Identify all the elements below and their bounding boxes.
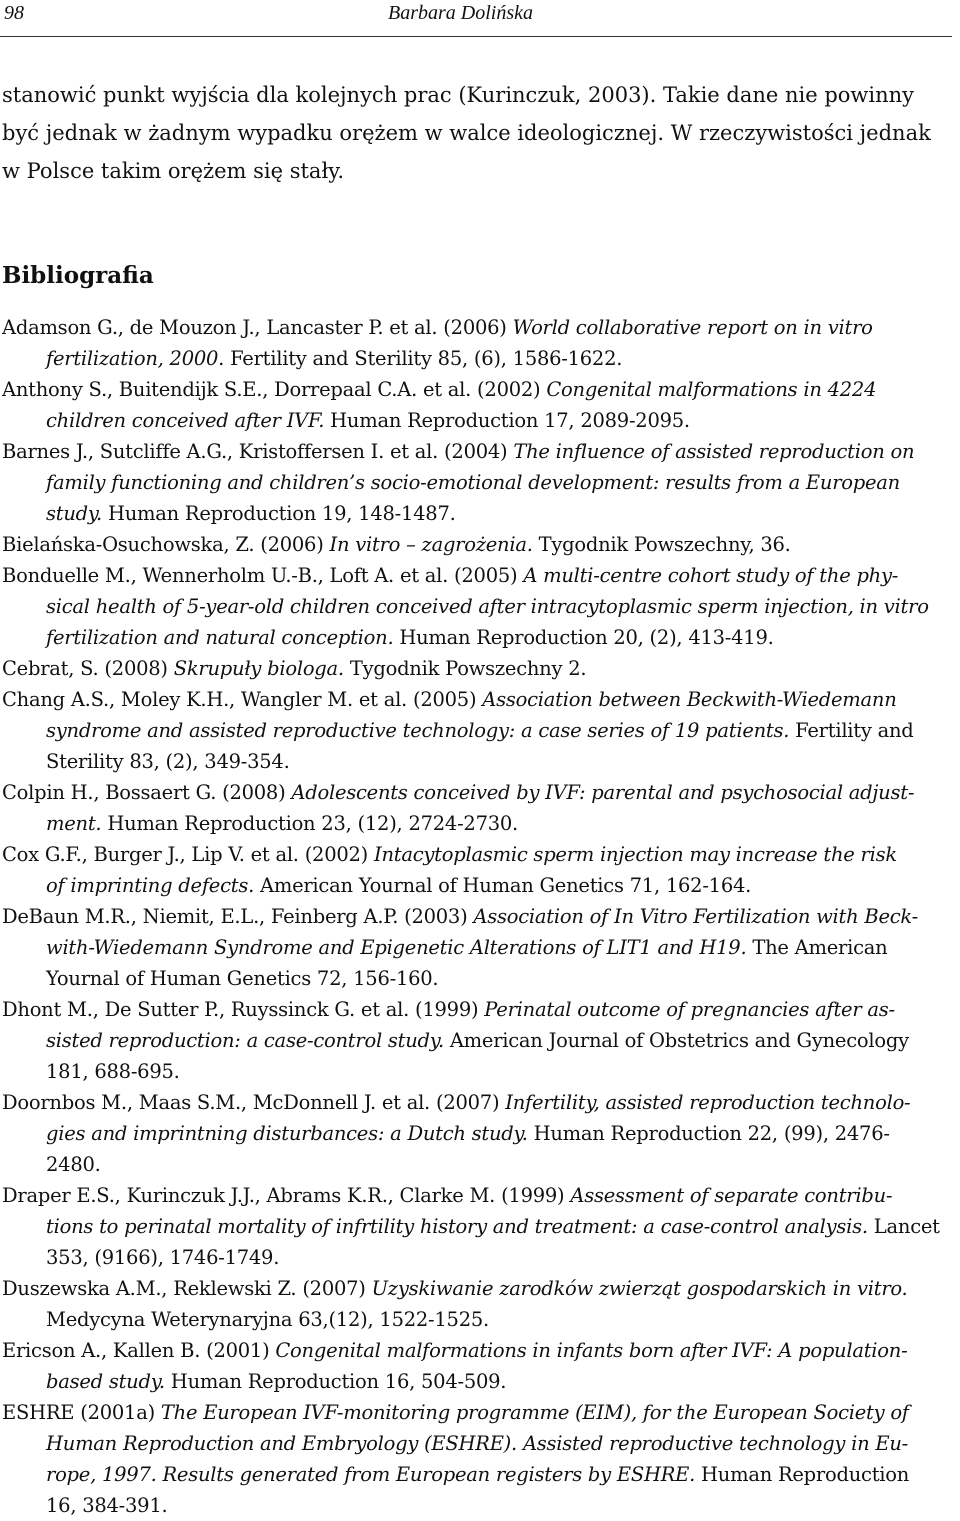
running-author: Barbara Dolińska — [388, 2, 533, 24]
reference-line — [2, 1180, 952, 1211]
reference-line — [2, 1211, 952, 1242]
reference-line — [2, 529, 952, 560]
reference-line — [2, 591, 952, 622]
reference-line — [2, 777, 952, 808]
reference-line — [2, 1397, 952, 1428]
reference-title: The European IVF-monitoring programme (EIM), for the European Society of — [160, 1401, 909, 1424]
reference-line — [2, 1490, 952, 1521]
reference-text: Human Reproduction 23, (12), 2724-2730. — [101, 812, 518, 835]
reference-title: Uzyskiwanie zarodków zwierząt gospodarskich in vitro. — [371, 1277, 908, 1300]
reference-line — [2, 1428, 952, 1459]
reference-text: Colpin H., Bossaert G. (2008) — [2, 781, 292, 804]
reference-title: Congenital malformations in 4224 — [546, 378, 877, 401]
reference-line — [2, 1304, 952, 1335]
reference-text: Dhont M., De Sutter P., Ruyssinck G. et al. (1999) — [2, 998, 485, 1021]
reference-title: fertilization, 2000. — [46, 347, 225, 370]
reference-list — [2, 312, 952, 1521]
reference-text: Lancet — [867, 1215, 940, 1238]
reference-entry — [2, 1397, 952, 1521]
reference-entry — [2, 1335, 952, 1397]
reference-line — [2, 498, 952, 529]
reference-text: Cox G.F., Burger J., Lip V. et al. (2002) — [2, 843, 374, 866]
reference-text: American Yournal of Human Genetics 71, 162-164. — [254, 874, 752, 897]
reference-text: Human Reproduction 16, 504-509. — [164, 1370, 507, 1393]
reference-line — [2, 808, 952, 839]
reference-text: American Journal of Obstetrics and Gynecology — [443, 1029, 909, 1052]
reference-text: Fertility and Sterility 85, (6), 1586-1622. — [224, 347, 623, 370]
reference-line — [2, 1366, 952, 1397]
reference-entry — [2, 684, 952, 777]
reference-text: Tygodnik Powszechny, 36. — [532, 533, 791, 556]
reference-text: 16, 384-391. — [46, 1494, 168, 1517]
reference-line — [2, 1087, 952, 1118]
reference-line — [2, 901, 952, 932]
reference-line — [2, 1335, 952, 1366]
reference-text: Human Reproduction 17, 2089-2095. — [324, 409, 690, 432]
reference-line — [2, 994, 952, 1025]
reference-title: syndrome and assisted reproductive technology: a case series of 19 patients. — [46, 719, 790, 742]
reference-line — [2, 684, 952, 715]
reference-title: sical health of 5-year-old children conceived after intracytoplasmic sperm injection, in vitro — [46, 595, 929, 618]
reference-text: The American — [746, 936, 888, 959]
reference-title: In vitro – zagrożenia. — [329, 533, 533, 556]
reference-title: Infertility, assisted reproduction technolo- — [505, 1091, 911, 1114]
reference-text: 2480. — [46, 1153, 101, 1176]
intro-line: stanowić punkt wyjścia dla kolejnych prac (Kurinczuk, 2003). Takie dane nie powinny — [2, 83, 915, 107]
reference-entry — [2, 1087, 952, 1180]
reference-entry — [2, 901, 952, 994]
reference-line — [2, 374, 952, 405]
reference-text: Bielańska-Osuchowska, Z. (2006) — [2, 533, 330, 556]
reference-line — [2, 1149, 952, 1180]
intro-line: być jednak w żadnym wypadku orężem w walce ideologicznej. W rzeczywistości jednak — [2, 121, 931, 145]
section-title: Bibliografia — [2, 262, 154, 289]
reference-line — [2, 312, 952, 343]
reference-title: children conceived after IVF. — [46, 409, 325, 432]
reference-title: ment. — [46, 812, 102, 835]
reference-text: Adamson G., de Mouzon J., Lancaster P. et al. (2006) — [2, 316, 513, 339]
reference-line — [2, 839, 952, 870]
reference-text: Cebrat, S. (2008) — [2, 657, 174, 680]
reference-line — [2, 932, 952, 963]
reference-title: tions to perinatal mortality of infrtility history and treatment: a case-control analysis. — [46, 1215, 868, 1238]
reference-line — [2, 746, 952, 777]
reference-title: Perinatal outcome of pregnancies after as- — [484, 998, 895, 1021]
reference-title: fertilization and natural conception. — [46, 626, 394, 649]
reference-entry — [2, 1273, 952, 1335]
reference-title: Assessment of separate contribu- — [570, 1184, 893, 1207]
reference-title: Congenital malformations in infants born after IVF: A population- — [275, 1339, 908, 1362]
reference-line — [2, 1118, 952, 1149]
reference-title: family functioning and children’s socio-emotional development: results from a European — [46, 471, 900, 494]
reference-line — [2, 1242, 952, 1273]
reference-title: based study. — [46, 1370, 165, 1393]
reference-line — [2, 870, 952, 901]
reference-entry — [2, 529, 952, 560]
reference-text: ESHRE (2001a) — [2, 1401, 161, 1424]
reference-line — [2, 467, 952, 498]
intro-line: w Polsce takim orężem się stały. — [2, 159, 344, 183]
reference-title: with-Wiedemann Syndrome and Epigenetic Alterations of LIT1 and H19. — [46, 936, 747, 959]
reference-line — [2, 1056, 952, 1087]
reference-title: Skrupuły biologa. — [173, 657, 344, 680]
reference-entry — [2, 653, 952, 684]
reference-title: Human Reproduction and Embryology (ESHRE). Assisted reproductive technology in Eu- — [46, 1432, 908, 1455]
reference-line — [2, 622, 952, 653]
reference-line — [2, 1025, 952, 1056]
page-number: 98 — [4, 2, 24, 24]
reference-entry — [2, 312, 952, 374]
reference-title: Association of In Vitro Fertilization with Beck- — [473, 905, 918, 928]
reference-line — [2, 653, 952, 684]
reference-entry — [2, 994, 952, 1087]
reference-entry — [2, 777, 952, 839]
reference-title: study. — [46, 502, 103, 525]
reference-text: Human Reproduction 22, (99), 2476- — [527, 1122, 890, 1145]
reference-line — [2, 436, 952, 467]
reference-text: Doornbos M., Maas S.M., McDonnell J. et al. (2007) — [2, 1091, 506, 1114]
reference-text: Chang A.S., Moley K.H., Wangler M. et al. (2005) — [2, 688, 483, 711]
reference-line — [2, 963, 952, 994]
reference-line — [2, 560, 952, 591]
reference-text: Fertility and — [789, 719, 914, 742]
reference-text: Draper E.S., Kurinczuk J.J., Abrams K.R., Clarke M. (1999) — [2, 1184, 571, 1207]
reference-line — [2, 1459, 952, 1490]
reference-text: Duszewska A.M., Reklewski Z. (2007) — [2, 1277, 372, 1300]
reference-entry — [2, 560, 952, 653]
reference-line — [2, 343, 952, 374]
reference-text: Human Reproduction 19, 148-1487. — [102, 502, 456, 525]
reference-title: The influence of assisted reproduction on — [513, 440, 915, 463]
reference-line — [2, 715, 952, 746]
reference-title: Association between Beckwith-Wiedemann — [482, 688, 897, 711]
reference-title: A multi-centre cohort study of the phy- — [523, 564, 899, 587]
reference-text: Bonduelle M., Wennerholm U.-B., Loft A. et al. (2005) — [2, 564, 524, 587]
intro-paragraph — [2, 76, 952, 190]
running-header — [0, 0, 952, 34]
reference-text: Tygodnik Powszechny 2. — [343, 657, 587, 680]
reference-entry — [2, 374, 952, 436]
reference-text: Human Reproduction 20, (2), 413-419. — [393, 626, 774, 649]
reference-line — [2, 1273, 952, 1304]
reference-entry — [2, 1180, 952, 1273]
reference-entry — [2, 839, 952, 901]
reference-title: rope, 1997. Results generated from European registers by ESHRE. — [46, 1463, 696, 1486]
reference-text: 181, 688-695. — [46, 1060, 180, 1083]
reference-text: Human Reproduction — [695, 1463, 910, 1486]
reference-entry — [2, 436, 952, 529]
reference-title: of imprinting defects. — [46, 874, 255, 897]
reference-title: World collaborative report on in vitro — [512, 316, 873, 339]
reference-text: Sterility 83, (2), 349-354. — [46, 750, 290, 773]
reference-text: 353, (9166), 1746-1749. — [46, 1246, 280, 1269]
reference-text: Medycyna Weterynaryjna 63,(12), 1522-1525. — [46, 1308, 489, 1331]
reference-line — [2, 405, 952, 436]
reference-text: Yournal of Human Genetics 72, 156-160. — [46, 967, 439, 990]
reference-title: Adolescents conceived by IVF: parental and psychosocial adjust- — [291, 781, 915, 804]
reference-text: Anthony S., Buitendijk S.E., Dorrepaal C.A. et al. (2002) — [2, 378, 547, 401]
reference-title: gies and imprintning disturbances: a Dutch study. — [46, 1122, 528, 1145]
header-rule — [0, 36, 952, 37]
reference-title: Intacytoplasmic sperm injection may increase the risk — [374, 843, 897, 866]
reference-title: sisted reproduction: a case-control study. — [46, 1029, 444, 1052]
reference-text: DeBaun M.R., Niemit, E.L., Feinberg A.P. (2003) — [2, 905, 474, 928]
reference-text: Barnes J., Sutcliffe A.G., Kristoffersen I. et al. (2004) — [2, 440, 514, 463]
reference-text: Ericson A., Kallen B. (2001) — [2, 1339, 276, 1362]
